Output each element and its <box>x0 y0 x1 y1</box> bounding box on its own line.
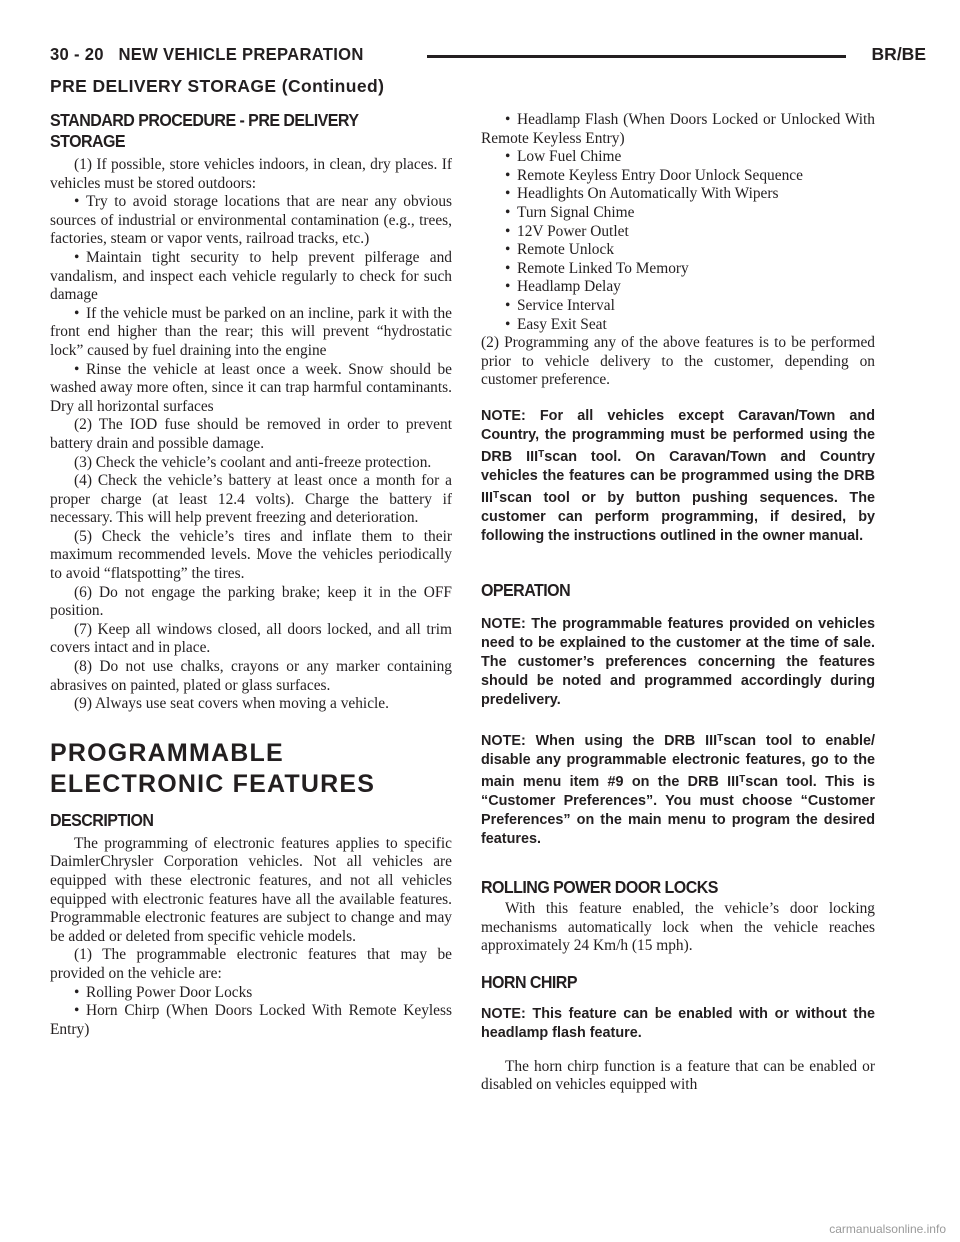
list-item: • Headlights On Automatically With Wipers <box>505 185 779 203</box>
heading-horn-chirp: HORN CHIRP <box>481 971 577 992</box>
page-number: 30 - 20 <box>50 44 104 64</box>
heading-rolling-power-door-locks: ROLLING POWER DOOR LOCKS <box>481 876 718 897</box>
paragraph: (4) Check the vehicle’s battery at least once a month for a proper charge (at least 12.4 volts). Charge the battery if necessary. This will help prevent freezing and deterioration. <box>50 472 452 527</box>
page-number-and-section <box>50 44 364 65</box>
list-item: • Remote Unlock <box>505 241 615 259</box>
note: NOTE: For all vehicles except Caravan/Town and Country, the programming must be performed using the DRB $III^Tscan$ tool. On Caravan/Town and Country vehicles the features can be programmed using the DRB $III^Tscan$ tool or by button pushing sequences. The customer can perform programming, if desired, by following the instructions outlined in the owner manual. <box>481 407 875 544</box>
list-item: • Turn Signal Chime <box>505 203 635 221</box>
heading-operation: OPERATION <box>481 579 571 600</box>
section-title: NEW VEHICLE PREPARATION <box>118 44 364 64</box>
registered-mark-icon: T <box>739 773 746 785</box>
paragraph: (8) Do not use chalks, crayons or any marker containing abrasives on painted, plated or glass surfaces. <box>50 658 452 694</box>
paragraph: With this feature enabled, the vehicle’s door locking mechanisms automatically lock when the vehicle reaches approximately 24 Km/h (15 mph). <box>481 899 875 955</box>
registered-mark-icon: T <box>493 489 500 501</box>
list-item: • Remote Linked To Memory <box>505 259 689 277</box>
paragraph: (1) The programmable electronic features that may be provided on the vehicle are: <box>50 946 452 982</box>
heading-programmable-features: PROGRAMMABLE ELECTRONIC FEATURES <box>50 738 376 798</box>
paragraph: The programming of electronic features applies to specific DaimlerChrysler Corporation vehicles. Not all vehicles are equipped with these electronic features, and not all vehicles equipped with electronic features have all the available features. Programmable electronic features are subject to change and may be added or deleted from specific vehicle models. <box>50 834 452 945</box>
list-item: • Service Interval <box>505 296 615 314</box>
paragraph: (5) Check the vehicle’s tires and inflate them to their maximum recommended levels. Move the vehicles periodically to avoid “flatspotting” the tires. <box>50 527 452 583</box>
heading-description: DESCRIPTION <box>50 809 154 830</box>
paragraph: (7) Keep all windows closed, all doors locked, and all trim covers intact and in place. <box>50 620 452 657</box>
paragraph: (3) Check the vehicle’s coolant and anti-freeze protection. <box>74 453 432 471</box>
list-item: • Headlamp Flash (When Doors Locked or Unlocked With Remote Keyless Entry) <box>481 111 875 147</box>
list-item: • Try to avoid storage locations that are near any obvious sources of industrial or environmental contamination (e.g., trees, factories, steam or vapor vents, railroad tracks, etc.) <box>50 193 452 248</box>
registered-mark-icon: T <box>538 448 545 460</box>
watermark: carmanualsonline.info <box>829 1222 946 1236</box>
right-column <box>481 111 875 1095</box>
note: NOTE: The programmable features provided on vehicles need to be explained to the customer at the time of sale. The customer’s preferences concerning the features should be noted and programmed accordingly during predelivery. <box>481 615 875 708</box>
list-item: • Rolling Power Door Locks <box>74 983 253 1001</box>
list-item: • Rinse the vehicle at least once a week. Snow should be washed away more often, since it can trap harmful contaminants. Dry all horizontal surfaces <box>50 360 452 415</box>
header-rule <box>427 55 846 58</box>
paragraph: (2) The IOD fuse should be removed in order to prevent battery drain and possible damage. <box>50 416 452 452</box>
note: NOTE: This feature can be enabled with or without the headlamp flash feature. <box>481 1005 875 1041</box>
left-column <box>50 110 452 1039</box>
paragraph: (1) If possible, store vehicles indoors, in clean, dry places. If vehicles must be stored outdoors: <box>50 156 452 192</box>
list-item: • Remote Keyless Entry Door Unlock Sequence <box>505 166 803 184</box>
list-item: • Horn Chirp (When Doors Locked With Remote Keyless Entry) <box>50 1002 452 1038</box>
model-code: BR/BE <box>871 44 926 64</box>
paragraph: (6) Do not engage the parking brake; keep it in the OFF position. <box>50 583 452 620</box>
paragraph: (2) Programming any of the above features is to be performed prior to vehicle delivery to the customer, depending on customer preference. <box>481 334 875 389</box>
note: NOTE: When using the DRB $III^Tscan$ tool to enable/ disable any programmable electronic features, go to the main menu item #9 on the DRB $III^Tscan$ tool. This is “Customer Preferences”. You must choose “Customer Preferences” on the main menu to program the desired features. <box>481 732 876 847</box>
paragraph: (9) Always use seat covers when moving a vehicle. <box>74 695 389 713</box>
registered-mark-icon: T <box>717 732 724 744</box>
continued-title: PRE DELIVERY STORAGE (Continued) <box>50 76 385 96</box>
heading-standard-procedure: STANDARD PROCEDURE - PRE DELIVERY STORAGE <box>50 110 359 151</box>
list-item: • Easy Exit Seat <box>505 315 607 333</box>
list-item: • Headlamp Delay <box>505 278 621 296</box>
paragraph: The horn chirp function is a feature that can be enabled or disabled on vehicles equipped with <box>481 1057 875 1094</box>
list-item: • Low Fuel Chime <box>505 148 622 166</box>
list-item: • Maintain tight security to help prevent pilferage and vandalism, and inspect each vehicle regularly to check for such damage <box>50 248 452 304</box>
list-item: • 12V Power Outlet <box>505 222 629 240</box>
list-item: • If the vehicle must be parked on an incline, park it with the front end higher than the rear; this will prevent “hydrostatic lock” caused by fuel draining into the engine <box>50 304 452 359</box>
page-header <box>50 44 926 70</box>
